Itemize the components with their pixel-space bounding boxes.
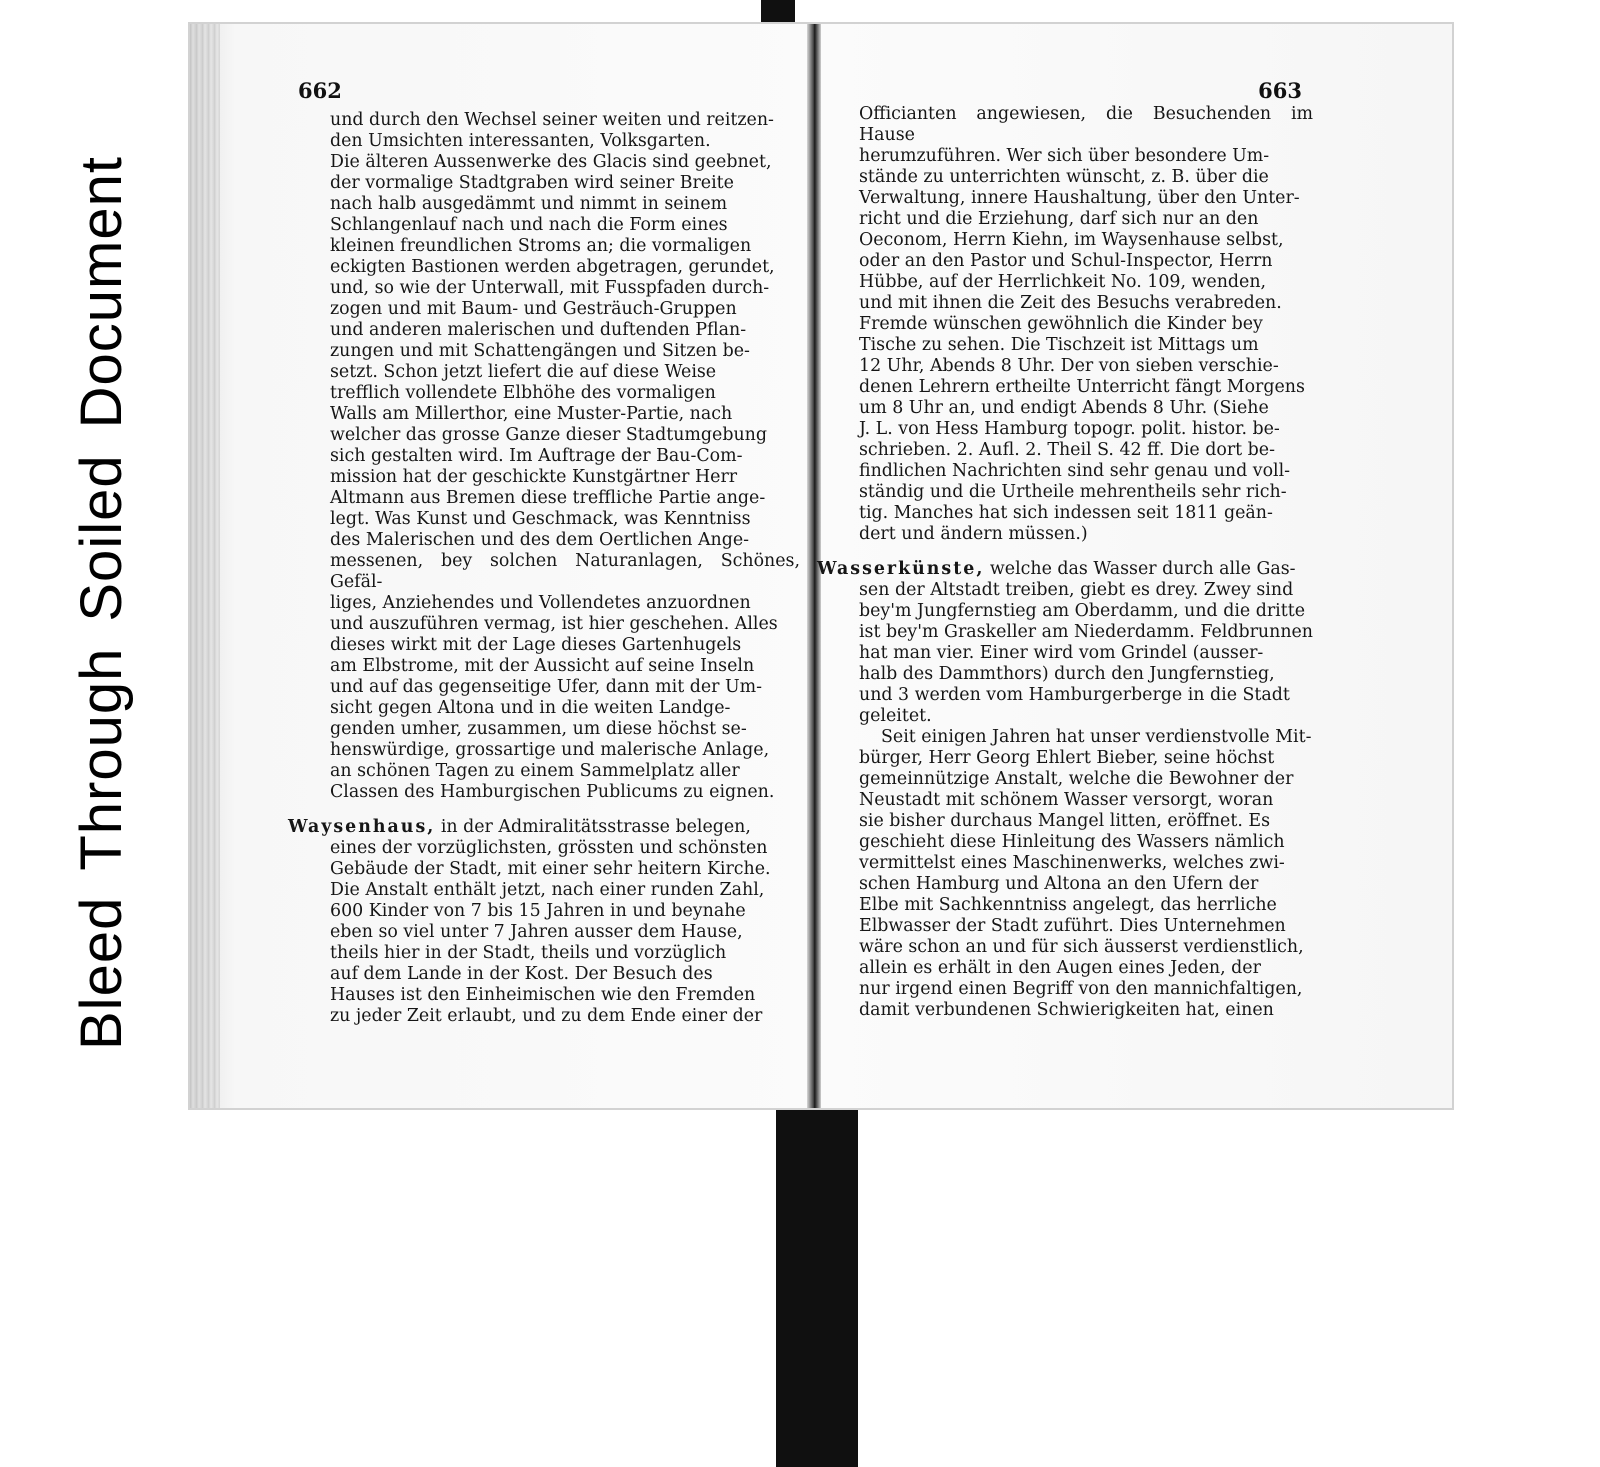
text-line: und auf das gegenseitige Ufer, dann mit der Um- bbox=[330, 677, 763, 697]
text-line: sicht gegen Altona und in die weiten Landge- bbox=[330, 698, 731, 718]
text-line: findlichen Nachrichten sind sehr genau und voll- bbox=[859, 461, 1291, 481]
text-line: richt und die Erziehung, darf sich nur an den bbox=[859, 209, 1259, 229]
text-line: der vormalige Stadtgraben wird seiner Breite bbox=[330, 173, 734, 193]
text-line: nur irgend einen Begriff von den mannichfaltigen, bbox=[859, 979, 1303, 999]
text-line: Elbwasser der Stadt zuführt. Dies Unternehmen bbox=[859, 916, 1286, 936]
text-line: Tische zu sehen. Die Tischzeit ist Mittags um bbox=[859, 335, 1259, 355]
text-line: und, so wie der Unterwall, mit Fusspfaden durch- bbox=[330, 278, 770, 298]
text-line: Fremde wünschen gewöhnlich die Kinder bey bbox=[859, 314, 1263, 334]
text-line: schen Hamburg und Altona an den Ufern der bbox=[859, 874, 1259, 894]
text-line: allein es erhält in den Augen eines Jeden, der bbox=[859, 958, 1261, 978]
text-line: hat man vier. Einer wird vom Grindel (ausser- bbox=[859, 643, 1264, 663]
text-paragraph bbox=[859, 104, 1313, 545]
text-paragraph bbox=[859, 727, 1313, 1021]
text-line: trefflich vollendete Elbhöhe des vormaligen bbox=[330, 383, 716, 403]
text-line: gemeinnützige Anstalt, welche die Bewohner der bbox=[859, 769, 1294, 789]
text-line: Hauses ist den Einheimischen wie den Fremden bbox=[330, 985, 756, 1005]
label-word: Bleed bbox=[69, 896, 134, 1050]
text-line: des Malerischen und des dem Oertlichen Ange- bbox=[330, 530, 750, 550]
entry-paragraph bbox=[288, 817, 800, 1027]
text-line: 600 Kinder von 7 bis 15 Jahren in und beynahe bbox=[330, 901, 746, 921]
label-word: Through bbox=[69, 647, 134, 871]
text-line: und anderen malerischen und duftenden Pflan- bbox=[330, 320, 747, 340]
text-line: bürger, Herr Georg Ehlert Bieber, seine höchst bbox=[859, 748, 1275, 768]
text-line: und mit ihnen die Zeit des Besuchs verabreden. bbox=[859, 293, 1282, 313]
text-line: auf dem Lande in der Kost. Der Besuch des bbox=[330, 964, 713, 984]
text-line: sen der Altstadt treiben, giebt es drey. Zwey sind bbox=[859, 580, 1294, 600]
text-line: halb des Dammthors) durch den Jungfernstieg, bbox=[859, 664, 1275, 684]
text-line: herumzuführen. Wer sich über besondere Um- bbox=[859, 146, 1270, 166]
text-line: den Umsichten interessanten, Volksgarten. bbox=[330, 131, 711, 151]
text-line: Oeconom, Herrn Kiehn, im Waysenhause selbst, bbox=[859, 230, 1284, 250]
text-line: Classen des Hamburgischen Publicums zu eignen. bbox=[330, 782, 775, 802]
text-line: bey'm Jungfernstieg am Oberdamm, und die dritte bbox=[859, 601, 1305, 621]
text-line: eines der vorzüglichsten, grössten und schönsten bbox=[330, 838, 768, 858]
text-line: geschieht diese Hinleitung des Wassers nämlich bbox=[859, 832, 1285, 852]
text-line: genden umher, zusammen, um diese höchst se- bbox=[330, 719, 747, 739]
text-line: sie bisher durchaus Mangel litten, eröffnet. Es bbox=[859, 811, 1270, 831]
text-line: Verwaltung, innere Haushaltung, über den Unter- bbox=[859, 188, 1300, 208]
text-line: J. L. von Hess Hamburg topogr. polit. histor. be- bbox=[859, 419, 1280, 439]
text-line: setzt. Schon jetzt liefert die auf diese Weise bbox=[330, 362, 717, 382]
text-line: messenen, bey solchen Naturanlagen, Schönes, Gefäl- bbox=[330, 551, 800, 592]
right-page-text bbox=[817, 104, 1314, 1021]
text-line: henswürdige, grossartige und malerische Anlage, bbox=[330, 740, 770, 760]
text-line: geleitet. bbox=[859, 706, 932, 726]
text-line: welcher das grosse Ganze dieser Stadtumgebung bbox=[330, 425, 768, 445]
text-line: ist bey'm Graskeller am Niederdamm. Feldbrunnen bbox=[859, 622, 1314, 642]
text-line: schrieben. 2. Aufl. 2. Theil S. 42 ff. Die dort be- bbox=[859, 440, 1275, 460]
text-line: am Elbstrome, mit der Aussicht auf seine Inseln bbox=[330, 656, 755, 676]
text-line: damit verbundenen Schwierigkeiten hat, einen bbox=[859, 1000, 1274, 1020]
bleed-through-label bbox=[69, 60, 134, 1050]
text-line: Schlangenlauf nach und nach die Form eines bbox=[330, 215, 728, 235]
text-line: und auszuführen vermag, ist hier geschehen. Alles bbox=[330, 614, 778, 634]
text-line: kleinen freundlichen Stroms an; die vormaligen bbox=[330, 236, 752, 256]
entry-paragraph bbox=[817, 559, 1314, 727]
left-page-text bbox=[288, 110, 800, 1027]
text-line: ständig und die Urtheile mehrentheils sehr rich- bbox=[859, 482, 1287, 502]
text-line: Walls am Millerthor, eine Muster-Partie, nach bbox=[330, 404, 733, 424]
entry-heading: Waysenhaus, bbox=[288, 817, 436, 837]
text-line: Hübbe, auf der Herrlichkeit No. 109, wenden, bbox=[859, 272, 1267, 292]
text-line: Gebäude der Stadt, mit einer sehr heitern Kirche. bbox=[330, 859, 771, 879]
text-line: 12 Uhr, Abends 8 Uhr. Der von sieben verschie- bbox=[859, 356, 1279, 376]
text-line: Elbe mit Sachkenntniss angelegt, das herrliche bbox=[859, 895, 1277, 915]
text-line: sich gestalten wird. Im Auftrage der Bau-Com- bbox=[330, 446, 743, 466]
text-line: liges, Anziehendes und Vollendetes anzuordnen bbox=[330, 593, 751, 613]
text-line: Seit einigen Jahren hat unser verdienstvolle Mit- bbox=[881, 727, 1312, 747]
text-line: Die Anstalt enthält jetzt, nach einer runden Zahl, bbox=[330, 880, 765, 900]
text-line: nach halb ausgedämmt und nimmt in seinem bbox=[330, 194, 728, 214]
text-line: theils hier in der Stadt, theils und vorzüglich bbox=[330, 943, 727, 963]
text-line: und 3 werden vom Hamburgerberge in die Stadt bbox=[859, 685, 1290, 705]
text-line: Altmann aus Bremen diese treffliche Partie ange- bbox=[330, 488, 766, 508]
text-line: eckigten Bastionen werden abgetragen, gerundet, bbox=[330, 257, 775, 277]
text-line: welche das Wasser durch alle Gas- bbox=[989, 559, 1296, 579]
text-line: stände zu unterrichten wünscht, z. B. über die bbox=[859, 167, 1269, 187]
text-line: und durch den Wechsel seiner weiten und reitzen- bbox=[330, 110, 774, 130]
text-line: mission hat der geschickte Kunstgärtner Herr bbox=[330, 467, 738, 487]
text-line: denen Lehrern ertheilte Unterricht fängt Morgens bbox=[859, 377, 1305, 397]
text-line: dieses wirkt mit der Lage dieses Gartenhugels bbox=[330, 635, 742, 655]
text-line: dert und ändern müssen.) bbox=[859, 524, 1088, 544]
book-spread bbox=[190, 24, 1452, 1108]
text-line: legt. Was Kunst und Geschmack, was Kenntniss bbox=[330, 509, 751, 529]
text-line: in der Admiralitätsstrasse belegen, bbox=[440, 817, 751, 837]
text-line: an schönen Tagen zu einem Sammelplatz aller bbox=[330, 761, 740, 781]
label-word: Soiled bbox=[69, 454, 134, 622]
text-line: tig. Manches hat sich indessen seit 1811 geän- bbox=[859, 503, 1273, 523]
text-line: oder an den Pastor und Schul-Inspector, Herrn bbox=[859, 251, 1273, 271]
microfilm-bar-bottom bbox=[776, 1105, 858, 1467]
right-page-number: 663 bbox=[1258, 78, 1302, 103]
entry-heading: Wasserkünste, bbox=[817, 559, 985, 579]
text-line: Die älteren Aussenwerke des Glacis sind geebnet, bbox=[330, 152, 772, 172]
left-page-number: 662 bbox=[298, 78, 342, 103]
text-line: zogen und mit Baum- und Gesträuch-Gruppen bbox=[330, 299, 737, 319]
text-line: Officianten angewiesen, die Besuchenden im Hause bbox=[859, 104, 1313, 145]
text-line: wäre schon an und für sich äusserst verdienstlich, bbox=[859, 937, 1304, 957]
text-line: Neustadt mit schönem Wasser versorgt, woran bbox=[859, 790, 1274, 810]
text-line: um 8 Uhr an, und endigt Abends 8 Uhr. (Siehe bbox=[859, 398, 1269, 418]
text-line: eben so viel unter 7 Jahren ausser dem Hause, bbox=[330, 922, 743, 942]
text-paragraph bbox=[330, 110, 800, 803]
text-line: vermittelst eines Maschinenwerks, welches zwi- bbox=[859, 853, 1285, 873]
text-line: zungen und mit Schattengängen und Sitzen be- bbox=[330, 341, 750, 361]
label-word: Document bbox=[69, 156, 134, 429]
text-line: zu jeder Zeit erlaubt, und zu dem Ende einer der bbox=[330, 1006, 763, 1026]
